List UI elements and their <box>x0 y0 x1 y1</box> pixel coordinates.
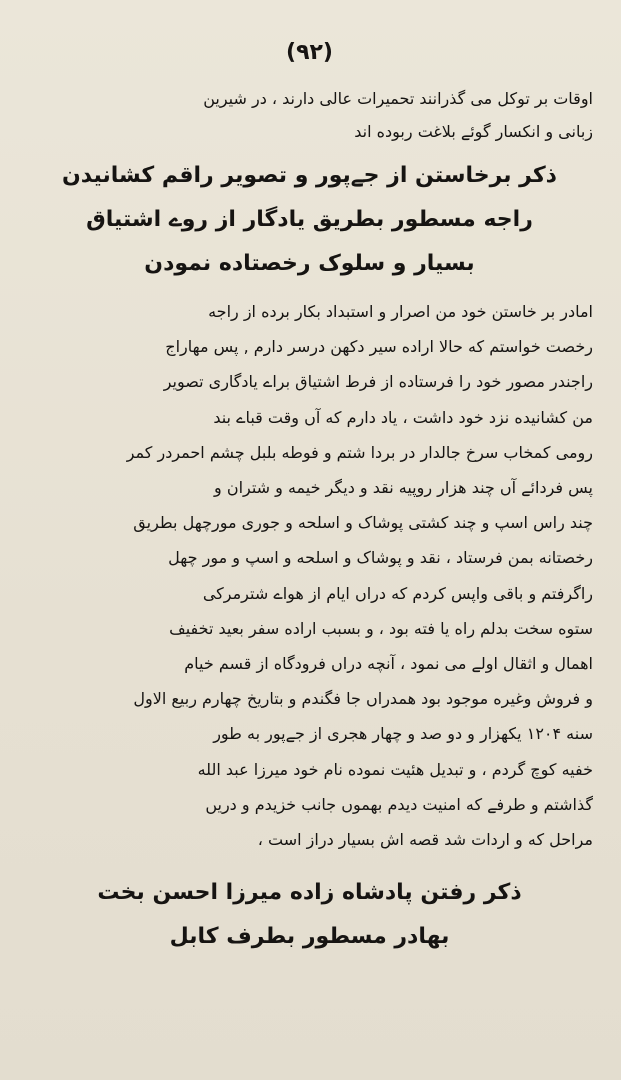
section-heading <box>26 871 593 959</box>
text-line: راجندر مصور خود را فرستاده از فرط اشتیاق براے یادگاری تصویر <box>163 372 593 392</box>
text-line: رخصتانه بمن فرستاد ، نقد و پوشاک و اسلحه و اسپ و مور چهل <box>168 548 593 568</box>
heading-line: بهادر مسطور بطرف کابل <box>169 924 450 950</box>
text-line: رومی کمخاب سرخ جالدار در بردا شتم و فوطه بلبل چشم احمردر کمر <box>126 442 593 462</box>
text-line: من کشانیده نزد خود داشت ، یاد دارم که آں وقت قباے بند <box>213 407 593 427</box>
text-line: رخصت خواستم که حالا اراده سیر دکهن درسر دارم , پس مهاراج <box>165 337 593 357</box>
heading-line: راجه مسطور بطریق یادگار از روے اشتیاق <box>86 207 533 232</box>
body-paragraph <box>26 294 593 857</box>
text-line: خفیه کوچ گردم ، و تبدیل هئیت نموده نام خود میرزا عبد الله <box>197 759 593 779</box>
section-heading <box>26 154 593 286</box>
heading-line: ذکر برخاستن از جےپور و تصویر راقم کشانیدن <box>62 163 557 188</box>
text-line: پس فردائے آں چند هزار روپیه نقد و دیگر خیمه و شتران و <box>214 478 593 498</box>
text-line: زبانی و انکسار گوئے بلاغت ربوده اند <box>354 122 593 141</box>
text-line: مراحل که و اردات شد قصه اش بسیار دراز است ، <box>257 830 593 850</box>
text-line: ستوه سخت بدلم راه یا فته بود ، و بسبب اراده سفر بعید تخفیف <box>169 618 593 638</box>
text-line: و فروش وغیره موجود بود همدراں جا فگندم و بتاریخ چهارم ربیع الاول <box>133 689 593 709</box>
text-line: گذاشتم و طرفے که امنیت دیدم بهموں جانب خزیدم و دریں <box>205 794 593 814</box>
heading-line: ذکر رفتن پادشاه زاده میرزا احسن بخت <box>97 880 522 906</box>
text-line: سنه ۱۲۰۴ یکهزار و دو صد و چهار هجری از جےپور به طور <box>213 724 593 744</box>
text-line: راگرفتم و باقی واپس کردم که دراں ایام از هواے شترمرکی <box>202 583 593 603</box>
heading-line: بسیار و سلوک رخصتاده نمودن <box>144 251 475 276</box>
text-line: اوقات بر توکل می گذرانند تحمیرات عالی دارند ، در شیرین <box>203 89 593 108</box>
text-line: اهمال و اثقال اولے می نمود ، آنچه دراں فرودگاه از قسم خیام <box>184 654 593 674</box>
text-line: چند راس اسپ و چند کشتی پوشاک و اسلحه و جوری مورچهل بطریق <box>133 513 593 533</box>
page-number: (۹۲) <box>286 40 333 65</box>
text-line: امادر بر خاستن خود من اصرار و استبداد بکار برده از راجه <box>208 302 593 321</box>
intro-paragraph <box>26 82 593 148</box>
